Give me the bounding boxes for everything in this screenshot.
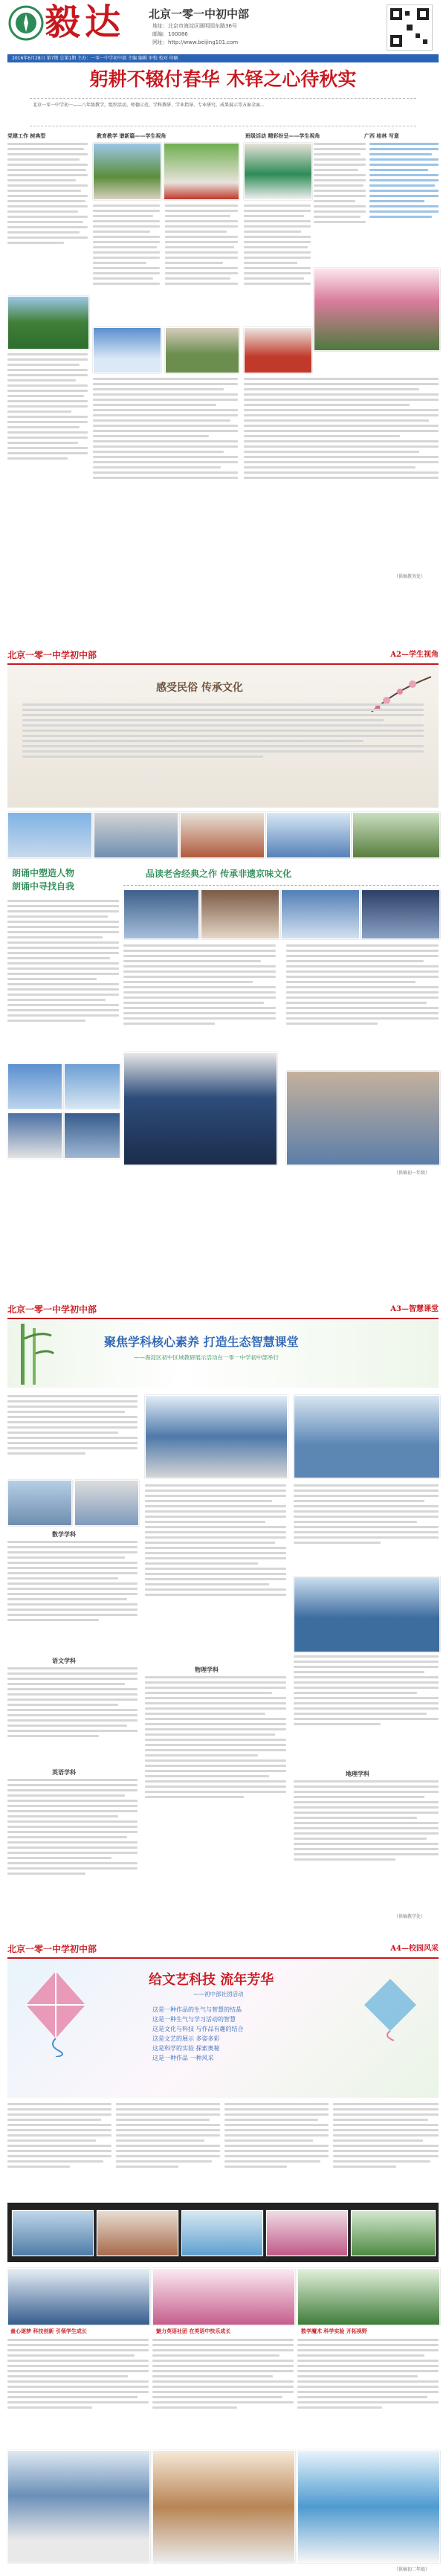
p4-col-2 bbox=[116, 2103, 220, 2200]
p4-photo-5 bbox=[152, 2450, 295, 2563]
p3-col-3 bbox=[7, 1667, 138, 1764]
p4-film-photo bbox=[181, 2210, 263, 2256]
p4-col-4 bbox=[333, 2103, 439, 2200]
p4-photo-1 bbox=[7, 2268, 150, 2325]
p2-photo-1 bbox=[7, 812, 92, 858]
p4-list-item: 这是文艺的展示 多姿多彩 bbox=[152, 2035, 220, 2042]
p2-left-heading: 朗诵中塑造人物 朗诵中寻找自我 bbox=[12, 868, 75, 892]
p3-photo-4 bbox=[294, 1395, 440, 1478]
caption-c: 班级活动 精彩纷呈——学生视角 bbox=[245, 132, 320, 139]
p3-col-1 bbox=[7, 1395, 138, 1477]
p2-running-head bbox=[7, 647, 439, 665]
page-3 bbox=[0, 1294, 446, 1933]
masthead-postcode: 邮编：100086 bbox=[152, 31, 188, 37]
p2-banner-title: 感受民俗 传承文化 bbox=[156, 682, 243, 694]
p2-photo-8 bbox=[7, 1112, 62, 1159]
p2-page-label: A2—学生视角 bbox=[390, 651, 439, 659]
p4-list-item: 这是文化与科技 与作品有趣的结合 bbox=[152, 2026, 244, 2032]
p1-photo-2 bbox=[164, 143, 239, 200]
intro-text: 北京一零一中学初一——八年级教学，组织活动，师德示范、学科教研、学业指导、专业研究、成果展示等方面全面... bbox=[33, 103, 265, 108]
intro-box bbox=[30, 98, 416, 126]
p2-photo-12 bbox=[281, 889, 360, 939]
p4-film-photo bbox=[266, 2210, 348, 2256]
p4-list-item: 这是一种生气与学习活动的智慧 bbox=[152, 2016, 236, 2023]
p1-photo-4 bbox=[7, 296, 89, 350]
p3-sub-chinese: 语文学科 bbox=[52, 1657, 76, 1664]
p3-col-5 bbox=[145, 1484, 286, 1648]
issue-band bbox=[7, 54, 439, 62]
p3-photo-1 bbox=[7, 1480, 72, 1526]
p2-photo-15 bbox=[286, 1071, 440, 1165]
p2-photo-7 bbox=[64, 1063, 120, 1110]
p4-col-3 bbox=[224, 2103, 329, 2200]
p4-banner-sub: ——初中部社团活动 bbox=[193, 1991, 244, 1997]
p4-col-6 bbox=[152, 2339, 294, 2443]
p4-caption-b: 魅力英语社团 在英语中快乐成长 bbox=[156, 2328, 231, 2334]
kite-icon bbox=[15, 1968, 97, 2057]
headline: 躬耕不辍付春华 木铎之心待秋实 bbox=[89, 68, 357, 90]
p4-col-5 bbox=[7, 2339, 149, 2443]
masthead-website: 网址：http://www.beijing101.com bbox=[152, 39, 239, 45]
p2-photo-2 bbox=[94, 812, 178, 858]
kite-icon bbox=[357, 1975, 424, 2042]
issue-line: 2016年6月28日 第7期 总第1期 主办：一零一中学初中部 主编 编辑 审校 校对 印刷 bbox=[12, 56, 178, 61]
p4-end-mark: （供稿初二年级） bbox=[394, 2567, 430, 2572]
p2-photo-4 bbox=[266, 812, 351, 858]
p2-banner-text bbox=[22, 703, 424, 785]
page-1 bbox=[0, 0, 446, 640]
p4-caption-c: 数学魔术 科学实验 开拓视野 bbox=[301, 2328, 367, 2334]
p2-photo-5 bbox=[352, 812, 440, 858]
p1-end-mark: （供稿教务处） bbox=[394, 574, 426, 579]
p4-list-item: 这是科学的实验 探索奥秘 bbox=[152, 2045, 220, 2052]
p1-col-8 bbox=[93, 378, 238, 571]
p4-photo-6 bbox=[297, 2450, 440, 2563]
p3-col-2 bbox=[7, 1541, 138, 1652]
p3-page-label: A3—智慧课堂 bbox=[390, 1305, 439, 1313]
p3-sub-english: 英语学科 bbox=[52, 1768, 76, 1776]
p3-banner bbox=[7, 1321, 439, 1388]
p3-col-9 bbox=[294, 1780, 439, 1907]
p1-col-7 bbox=[7, 353, 88, 547]
p4-banner-title: 给文艺科技 流年芳华 bbox=[149, 1972, 274, 1988]
p1-photo-5 bbox=[93, 327, 161, 373]
p4-running-head bbox=[7, 1941, 439, 1959]
p4-banner bbox=[7, 1960, 439, 2098]
p1-col-3 bbox=[369, 143, 439, 262]
p4-photo-4 bbox=[7, 2450, 150, 2563]
school-logo-icon bbox=[7, 4, 45, 42]
p2-right-heading-box bbox=[123, 863, 439, 886]
p3-photo-5 bbox=[294, 1577, 440, 1652]
caption-a: 党建工作 树典型 bbox=[7, 132, 46, 139]
p1-photo-7 bbox=[244, 327, 312, 373]
p3-banner-sub: ——海淀区初中区域教研展示活动在一零一中学初中部举行 bbox=[134, 1354, 279, 1361]
p3-sub-geography: 地理学科 bbox=[346, 1770, 369, 1777]
p3-col-6 bbox=[145, 1676, 286, 1914]
p4-running-head-title: 北京一零一中学初中部 bbox=[7, 1944, 97, 1954]
p3-sub-physics: 物理学科 bbox=[195, 1666, 219, 1673]
caption-b: 教育教学 谱新篇——学生视角 bbox=[97, 132, 167, 139]
p2-photo-9 bbox=[64, 1112, 120, 1159]
p1-col-5 bbox=[165, 205, 238, 323]
qr-code-icon bbox=[387, 4, 433, 51]
p2-right-heading: 品读老舍经典之作 传承非遗京味文化 bbox=[146, 869, 292, 879]
p4-photo-3 bbox=[297, 2268, 440, 2325]
p3-running-head-title: 北京一零一中学初中部 bbox=[7, 1304, 97, 1315]
p2-photo-11 bbox=[201, 889, 279, 939]
masthead-title: 毅达 bbox=[45, 1, 126, 43]
p2-banner bbox=[7, 666, 439, 808]
p1-photo-3 bbox=[244, 143, 312, 200]
p1-photo-8 bbox=[314, 268, 440, 351]
p4-film-strip bbox=[7, 2203, 439, 2262]
p2-photo-13 bbox=[361, 889, 440, 939]
p1-photo-1 bbox=[93, 143, 161, 200]
p4-film-photo bbox=[351, 2210, 436, 2256]
p3-end-mark: （供稿教学处） bbox=[394, 1914, 426, 1919]
p2-end-mark: （供稿初一年级） bbox=[394, 1171, 430, 1176]
p3-banner-title: 聚焦学科核心素养 打造生态智慧课堂 bbox=[104, 1335, 299, 1349]
p3-photo-3 bbox=[145, 1395, 288, 1478]
p2-running-head-title: 北京一零一中学初中部 bbox=[7, 650, 97, 660]
p3-running-head bbox=[7, 1301, 439, 1319]
page-4 bbox=[0, 1933, 446, 2576]
p4-list-item: 这是一种作品的生气与智慧的结晶 bbox=[152, 2006, 242, 2013]
p3-col-4 bbox=[7, 1779, 138, 1913]
p4-film-photo bbox=[97, 2210, 178, 2256]
p2-photo-6 bbox=[7, 1063, 62, 1110]
masthead-school: 北京一零一中初中部 bbox=[149, 7, 250, 21]
p4-col-1 bbox=[7, 2103, 112, 2200]
p3-photo-2 bbox=[74, 1480, 139, 1526]
p4-list-item: 这是一种作品 一种风采 bbox=[152, 2055, 214, 2061]
masthead-address: 地址：北京市海淀区圆明园东路36号 bbox=[152, 23, 237, 29]
p1-col-6 bbox=[244, 205, 311, 323]
p4-caption-a: 童心逐梦 科技创新 引领学生成长 bbox=[10, 2328, 87, 2334]
p1-photo-6 bbox=[165, 327, 239, 373]
p4-page-label: A4—校园风采 bbox=[390, 1945, 439, 1953]
p2-photo-14 bbox=[123, 1052, 277, 1165]
p1-col-4 bbox=[93, 205, 160, 323]
p3-col-8 bbox=[294, 1655, 439, 1767]
p3-sub-math: 数学学科 bbox=[52, 1530, 76, 1538]
p3-col-7 bbox=[294, 1484, 439, 1574]
bamboo-icon bbox=[10, 1324, 55, 1385]
p4-film-photo bbox=[12, 2210, 94, 2256]
p4-col-7 bbox=[297, 2339, 439, 2443]
p4-photo-2 bbox=[152, 2268, 295, 2325]
caption-d: 广西 桂林 写意 bbox=[364, 132, 399, 139]
p2-photo-10 bbox=[123, 889, 199, 939]
page-2 bbox=[0, 640, 446, 1294]
p1-col-1 bbox=[7, 143, 88, 292]
p4-list bbox=[152, 2005, 316, 2063]
p2-photo-3 bbox=[180, 812, 265, 858]
p1-col-2 bbox=[314, 143, 366, 262]
p1-col-9 bbox=[244, 378, 439, 571]
